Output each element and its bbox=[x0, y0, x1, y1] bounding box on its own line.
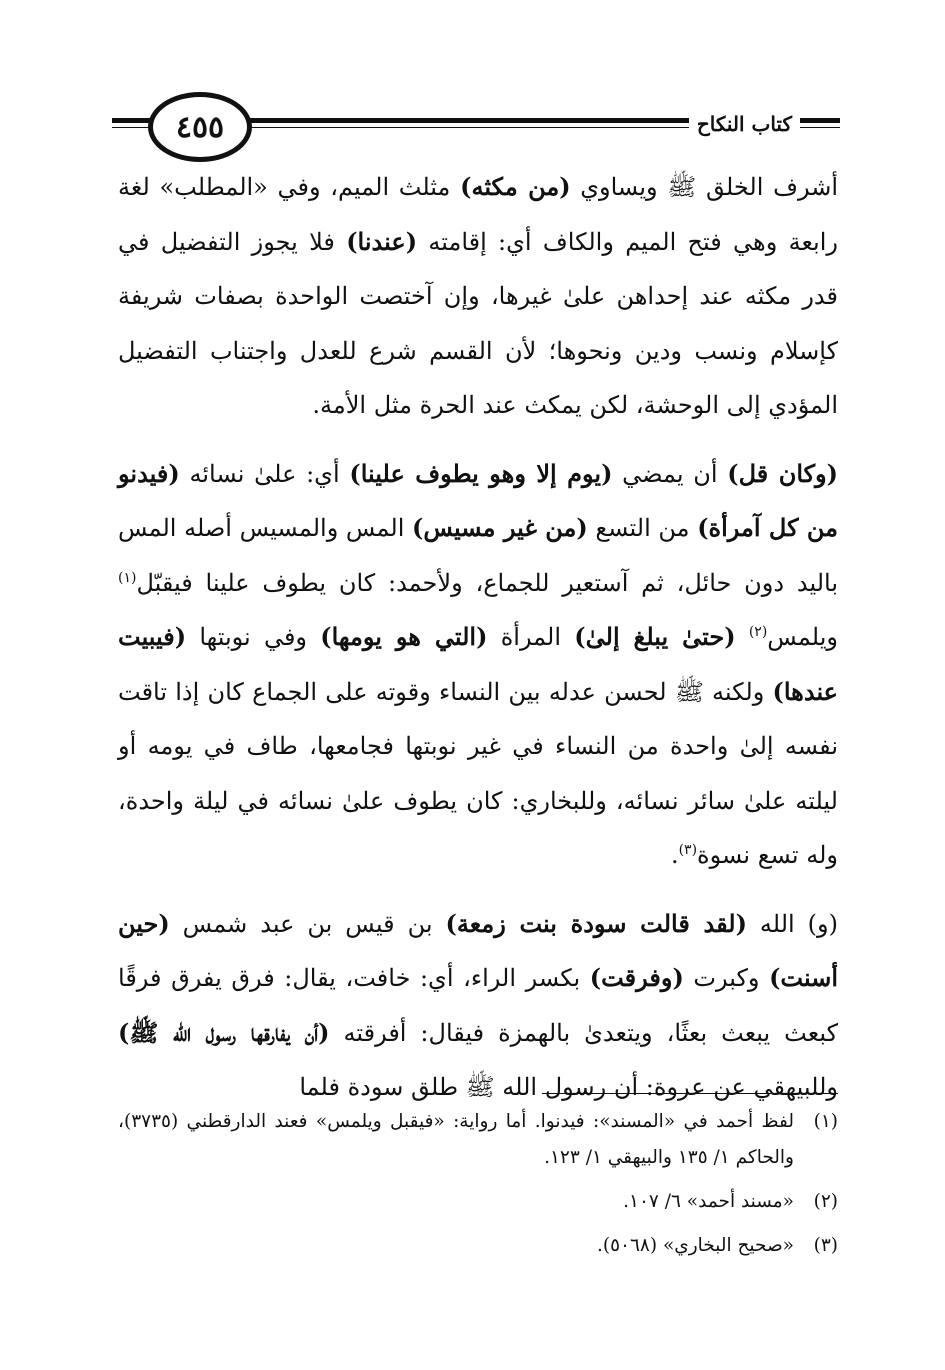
running-title: كتاب النكاح bbox=[689, 112, 800, 136]
matn-text: (من غير مسيس) bbox=[412, 513, 588, 542]
paragraph bbox=[118, 447, 838, 883]
matn-text: (وكان قل) bbox=[727, 458, 838, 488]
sharh-text: مثلث الميم، وفي «المطلب» لغة رابعة وهي فتح الميم والكاف أي: إقامته bbox=[118, 173, 838, 256]
sharh-text: المس والمسيس أصله المس باليد دون حائل، ثم آستعير للجماع، ولأحمد: كان يطوف علينا فيقبّل bbox=[118, 514, 838, 597]
sharh-text: وفي نوبتها bbox=[186, 623, 321, 651]
sharh-text: أن يمضي bbox=[612, 459, 728, 488]
matn-text: (وفرقت) bbox=[589, 963, 684, 992]
footnote-separator bbox=[542, 1093, 838, 1094]
sharh-text: فلا يجوز التفضيل في قدر مكثه عند إحداهن علىٰ غيرها، وإن آختصت الواحدة بصفات شريفة كإسلام ونسب ودين ونحوها؛ لأن القسم شرع للعدل واجتناب التفضيل المؤدي إلى الوحشة، لكن يمكث عند الحرة مثل الأمة. bbox=[118, 227, 838, 419]
sharh-text bbox=[736, 623, 749, 651]
footnote-text: لفظ أحمد في «المسند»: فيدنوا. أما رواية: «فيقبل ويلمس» فعند الدارقطني (٣٧٣٥)، والحاكم ١/ ١٣٥ والبيهقي ١/ ١٢٣. bbox=[118, 1111, 794, 1168]
paragraph bbox=[118, 160, 838, 433]
footnote-number: (٣) bbox=[813, 1235, 838, 1256]
sharh-text: المرأة bbox=[487, 623, 575, 651]
footnote bbox=[118, 1104, 838, 1176]
page-number: ٤٥٥ bbox=[175, 109, 225, 145]
matn-text: (فيبيت عندها) bbox=[118, 622, 838, 706]
matn-text: (التي هو يومها) bbox=[320, 622, 488, 651]
footnote bbox=[118, 1184, 838, 1220]
sharh-text: وكبرت bbox=[683, 964, 770, 992]
sharh-text: ويلمس bbox=[767, 623, 838, 651]
footnote-number: (١) bbox=[813, 1111, 838, 1132]
matn-text: (من مكثه) bbox=[460, 172, 571, 201]
paragraph bbox=[118, 897, 838, 1115]
footnote bbox=[118, 1228, 838, 1264]
page-header bbox=[112, 92, 840, 168]
footnote-text: «مسند أحمد» ٦/ ١٠٧. bbox=[623, 1191, 794, 1212]
sharh-text: بن قيس بن عبد شمس bbox=[169, 909, 446, 938]
sharh-text: من التسع bbox=[587, 514, 698, 542]
sharh-text: . bbox=[670, 841, 679, 869]
footnote-ref: (٣) bbox=[678, 842, 698, 858]
matn-text: (عندنا) bbox=[346, 226, 418, 256]
footnote-text: «صحيح البخاري» (٥٠٦٨). bbox=[596, 1235, 794, 1256]
footnote-number: (٢) bbox=[813, 1191, 838, 1212]
footnote-ref: (١) bbox=[118, 569, 137, 586]
footnote-ref: (٢) bbox=[748, 624, 768, 640]
matn-text: (يوم إلا وهو يطوف علينا) bbox=[349, 458, 613, 488]
sharh-text: (و) الله bbox=[746, 909, 839, 938]
main-text bbox=[118, 160, 838, 1129]
sharh-text: أي: علىٰ نسائه bbox=[179, 459, 350, 488]
sharh-text: وللبيهقي عن عروة: أن رسول الله ﷺ طلق سودة فلما bbox=[299, 1073, 838, 1101]
sharh-text: أشرف الخلق ﷺ ويساوي bbox=[570, 173, 838, 201]
sharh-text: بكسر الراء، أي: خافت، يقال: فرق يفرق فرقًا كبعث يبعث بعثًا، ويتعدىٰ بالهمزة فيقال: أفرقته bbox=[118, 964, 838, 1047]
sharh-text: ولكنه ﷺ لحسن عدله بين النساء وقوته على الجماع كان إذا تاقت نفسه إلىٰ واحدة من النساء في غير نوبتها فجامعها، طاف في يومه أو ليلته علىٰ سائر نسائه، وللبخاري: كان يطوف علىٰ نسائه في ليلة واحدة، وله تسع نسوة bbox=[118, 677, 838, 869]
footnotes bbox=[118, 1104, 838, 1272]
matn-text: (فيدنو من كل آمرأة) bbox=[118, 458, 839, 542]
matn-text: (حتىٰ يبلغ إلىٰ) bbox=[574, 622, 736, 651]
matn-text: (لقد قالت سودة بنت زمعة) bbox=[445, 908, 747, 938]
matn-text: (أن يفارقها رسول الله ﷺ) bbox=[118, 1017, 330, 1047]
matn-text: (حين أسنت) bbox=[118, 908, 839, 992]
page-number-oval bbox=[148, 92, 252, 162]
